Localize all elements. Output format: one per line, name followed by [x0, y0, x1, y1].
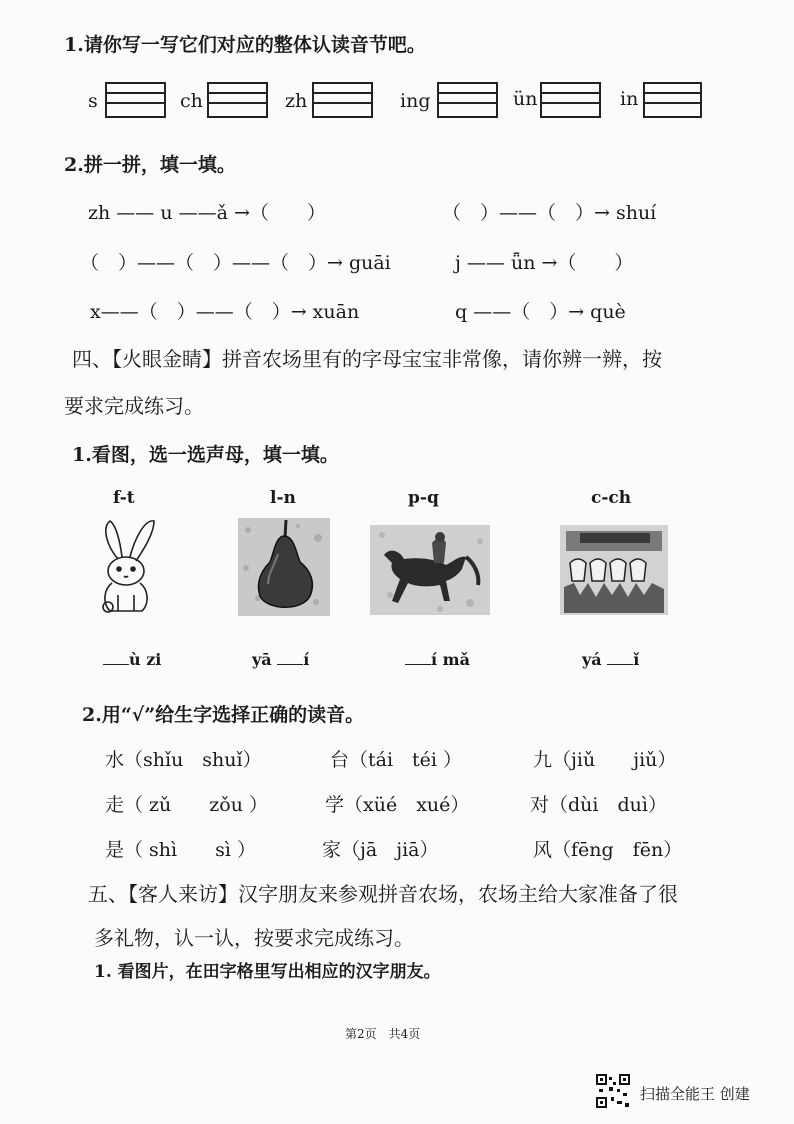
letter-pair: f-t — [113, 488, 135, 508]
teeth-picture — [560, 525, 668, 615]
answer-item: ù zi — [103, 650, 161, 669]
scanner-watermark: 扫描全能王 创建 — [640, 1085, 750, 1103]
reading-choice[interactable]: 对（dùi duì） — [530, 794, 667, 816]
question-4-2-title: 2.用“√”给生字选择正确的读音。 — [82, 704, 365, 726]
reading-choice[interactable]: 台（tái téi ） — [330, 749, 463, 771]
section-5-heading: 五、【客人来访】汉字朋友来参观拼音农场，农场主给大家准备了很 — [88, 882, 678, 906]
writing-box[interactable] — [207, 82, 268, 118]
reading-choice[interactable]: 家（jā jiā） — [322, 839, 439, 861]
qr-code-icon — [595, 1073, 631, 1109]
pinyin-combine-item: q ——（ ）→ què — [455, 301, 626, 323]
reading-choice[interactable]: 是（ shì sì ） — [105, 839, 256, 861]
section-4-heading-cont: 要求完成练习。 — [64, 394, 204, 418]
answer-item: yā í — [252, 650, 310, 669]
letter-pair: c-ch — [591, 488, 632, 508]
writing-box[interactable] — [312, 82, 373, 118]
section-5-heading-cont: 多礼物，认一认，按要求完成练习。 — [94, 926, 414, 950]
question-2-title: 2.拼一拼，填一填。 — [64, 154, 236, 176]
rabbit-picture — [88, 515, 160, 615]
pear-picture — [238, 518, 330, 616]
letter-pair: p-q — [408, 488, 439, 508]
letter-pair: l-n — [270, 488, 296, 508]
question-5-1-title: 1. 看图片，在田字格里写出相应的汉字朋友。 — [94, 962, 441, 982]
answer-blank[interactable] — [103, 650, 129, 665]
letter-label: ch — [180, 90, 203, 112]
writing-box[interactable] — [437, 82, 498, 118]
reading-choice[interactable]: 九（jiǔ jiǔ） — [533, 749, 677, 771]
page-number: 第2页 共4页 — [345, 1027, 421, 1041]
answer-blank[interactable] — [277, 650, 303, 665]
question-1-title: 1.请你写一写它们对应的整体认读音节吧。 — [64, 34, 426, 56]
horse-picture — [370, 525, 490, 615]
reading-choice[interactable]: 风（fēng fēn） — [533, 839, 683, 861]
letter-label: in — [620, 88, 639, 110]
letter-label: zh — [285, 90, 308, 112]
letter-label: s — [88, 90, 98, 112]
writing-box[interactable] — [105, 82, 166, 118]
section-4-heading: 四、【火眼金睛】拼音农场里有的字母宝宝非常像，请你辨一辨，按 — [72, 347, 662, 371]
writing-box[interactable] — [643, 82, 702, 118]
answer-blank[interactable] — [405, 650, 431, 665]
reading-choice[interactable]: 走（ zǔ zǒu ） — [105, 794, 269, 816]
pinyin-combine-item: x——（ ）——（ ）→ xuān — [90, 301, 360, 323]
pinyin-combine-item: （ ）——（ ）——（ ）→ guāi — [80, 252, 391, 274]
letter-label: ing — [400, 90, 431, 112]
answer-item: yá ǐ — [582, 650, 640, 669]
pinyin-combine-item: j —— ǖn →（ ） — [455, 252, 634, 274]
pinyin-combine-item: zh —— u ——ǎ →（ ） — [88, 202, 326, 224]
pinyin-combine-item: （ ）——（ ）→ shuí — [442, 202, 657, 224]
writing-box[interactable] — [540, 82, 601, 118]
answer-blank[interactable] — [607, 650, 633, 665]
answer-item: í mǎ — [405, 650, 470, 669]
reading-choice[interactable]: 学（xüé xué） — [325, 794, 470, 816]
question-4-1-title: 1.看图，选一选声母，填一填。 — [72, 444, 339, 466]
reading-choice[interactable]: 水（shǐu shuǐ） — [105, 749, 262, 771]
letter-label: ün — [513, 88, 538, 110]
